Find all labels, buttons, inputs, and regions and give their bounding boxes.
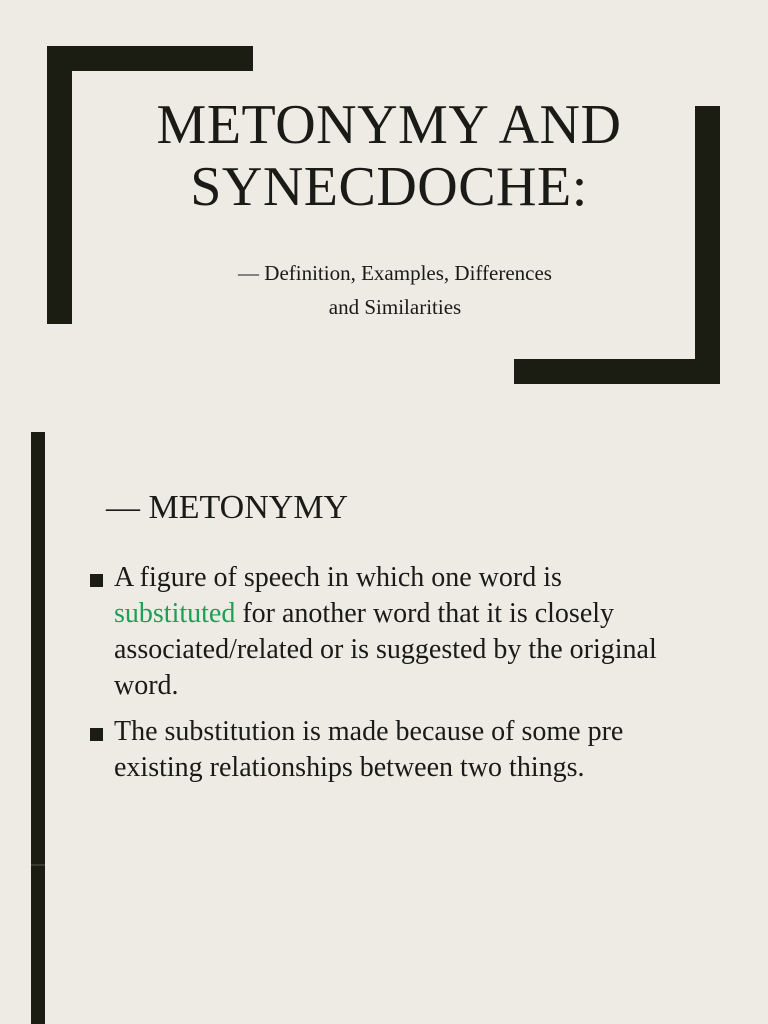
slide-subtitle [150,256,640,324]
frame-bottom-right-horizontal [514,359,720,384]
slide-title-line-1: METONYMY AND [156,94,622,156]
slide-subtitle-line-2: and Similarities [328,295,462,319]
title-slide [0,0,768,424]
slide-title [100,94,678,218]
bullet-text-after: for another word that it is closely associated/related or is suggested by the original word. [114,598,657,701]
bullet-text-before: A figure of speech in which one word is [114,562,562,593]
left-accent-rule [31,432,45,1024]
content-slide [0,432,768,1024]
bullet-list [90,560,670,796]
frame-top-left-vertical [47,46,72,324]
highlighted-term: substituted [114,598,236,629]
frame-bottom-right-vertical [695,106,720,384]
section-heading: — METONYMY [106,489,349,526]
bullet-item [90,714,670,786]
bullet-text: The substitution is made because of some pre existing relationships between two things. [114,716,624,783]
square-bullet-icon [90,574,103,587]
slide-subtitle-line-1: — Definition, Examples, Differences [238,261,552,285]
slide-title-line-2: SYNECDOCHE: [190,156,588,218]
frame-top-left-horizontal [47,46,253,71]
bullet-item [90,560,670,704]
left-rule-divider [31,864,45,866]
square-bullet-icon [90,728,103,741]
